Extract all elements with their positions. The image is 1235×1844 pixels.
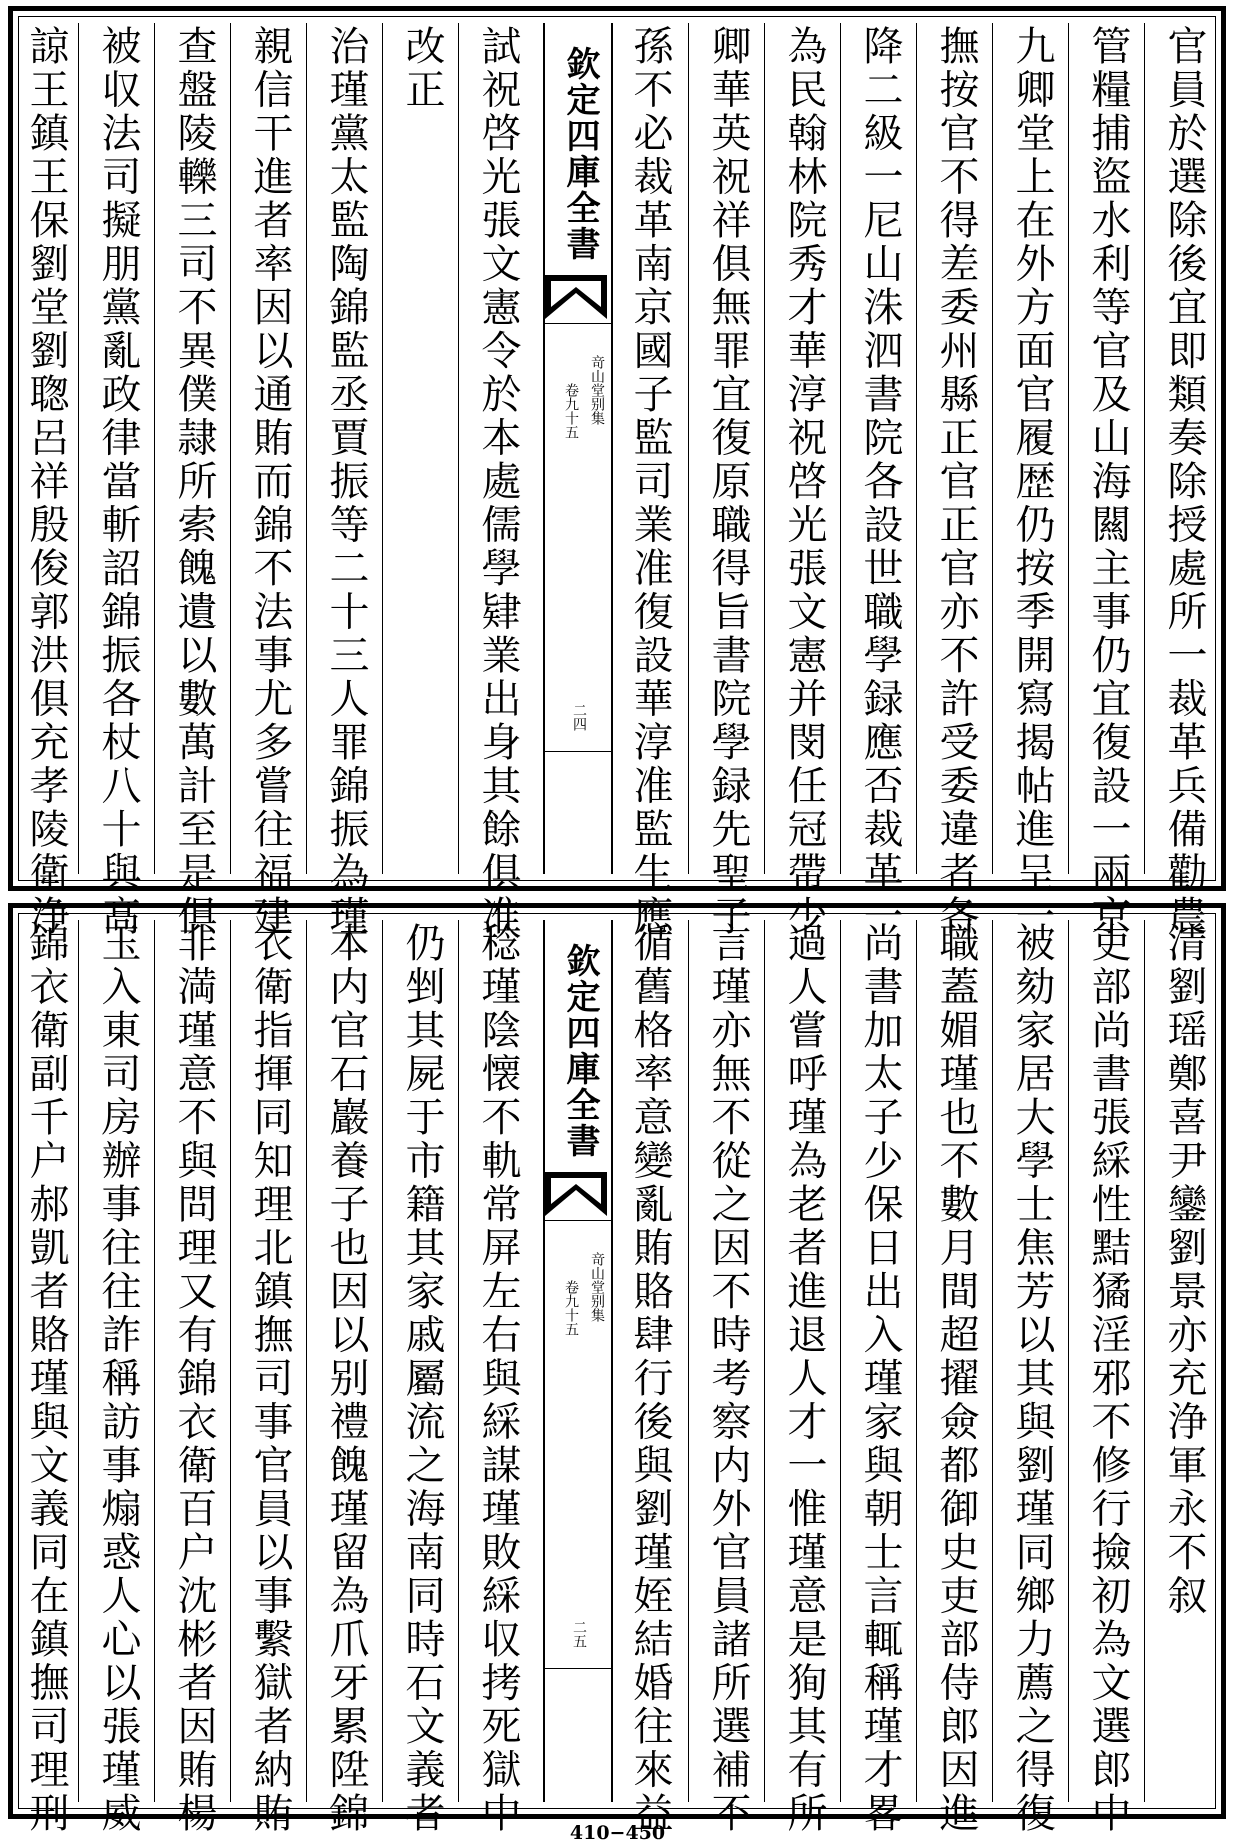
text-column: 降二級一尼山洙泗書院各設世職學録應否裁革一 (857, 25, 903, 939)
text-column: 衣衛指揮同知理北鎮撫司事官員以事繫獄者納賄 (247, 922, 293, 1836)
text-column: 管糧捕盜水利等官及山海闗主事仍宜復設一兩京 (1085, 25, 1131, 939)
banner-source-volume: 卷九十五 (563, 1280, 579, 1336)
banner-page-number: 二四 (571, 703, 587, 731)
banner-source-title: 竒山堂别集 (589, 355, 605, 425)
text-column: 職蓋媚瑾也不數月間超擢僉都御史吏部侍郎因進 (933, 922, 979, 1836)
text-column: 親信干進者率因以通賄而錦不法事尤多嘗往福建 (247, 25, 293, 939)
text-column: 稔瑾陰懐不軌常屏左右與綵謀瑾敗綵収拷死獄中 (475, 922, 521, 1836)
fish-tail-icon (545, 1172, 607, 1216)
text-column: 仍剉其屍于市籍其家戚屬流之海南同時石文義者 (399, 922, 445, 1836)
banner-title: 欽定四庫全書 (560, 46, 600, 262)
text-column: 被劾家居大學士焦芳以其與劉瑾同鄉力薦之得復 (1009, 922, 1055, 1836)
text-column: 治瑾黨太監陶錦監丞賈振等二十三人罪錦振為瑾 (323, 25, 369, 939)
text-column: 為民翰林院秀才華淳祝啓光張文憲并閔任冠帶少 (781, 25, 827, 939)
text-column: 非満瑾意不與問理又有錦衣衛百户沈彬者因賄楊 (171, 922, 217, 1836)
column-rule (1068, 23, 1069, 874)
text-column: 諒王鎮王保劉堂劉聦呂祥殷俊郭洪俱充孝陵衛浄 (23, 25, 69, 939)
column-rule (154, 920, 155, 1802)
column-rule (840, 920, 841, 1802)
text-column: 本内官石巖養子也因以别禮餽瑾留為爪牙累陞錦 (323, 922, 369, 1836)
page-center-banner (543, 23, 613, 874)
text-column: 查盤陵轢三司不異僕隷所索餽遺以數萬計至是俱 (171, 25, 217, 939)
banner-page-number: 二五 (571, 1620, 587, 1648)
text-column: 過人嘗呼瑾為老者進退人才一惟瑾意是狥其有所 (781, 922, 827, 1836)
banner-rule (545, 1220, 611, 1221)
column-rule (1068, 920, 1069, 1802)
column-rule (306, 23, 307, 874)
text-column: 錦衣衛副千户郝凱者賂瑾與文義同在鎮撫司理刑 (23, 922, 69, 1836)
text-column: 清劉瑶鄭喜尹鑾劉景亦充浄軍永不叙 (1161, 922, 1207, 1618)
column-rule (382, 23, 383, 874)
page-footer-id: 410−450 (569, 1822, 666, 1844)
text-column: 尚書加太子少保日出入瑾家與朝士言輒稱瑾才畧 (857, 922, 903, 1836)
page-center-banner (543, 920, 613, 1802)
text-column: 卿華英祝祥俱無罪宜復原職得旨書院學録先聖子 (705, 25, 751, 939)
text-column: 試祝啓光張文憲令於本處儒學肄業出身其餘俱准 (475, 25, 521, 939)
text-column: 循舊格率意變亂賄賂肆行後與劉瑾姪結婚往來益 (627, 922, 673, 1836)
column-rule (916, 23, 917, 874)
fish-tail-icon (545, 275, 607, 319)
text-column (0, 922, 10, 1836)
column-rule (764, 920, 765, 1802)
column-rule (1144, 23, 1145, 874)
column-rule (992, 920, 993, 1802)
banner-rule (545, 751, 611, 752)
text-column: 孫不必裁革南京國子監司業准復設華淳准監生應 (627, 25, 673, 939)
banner-source-title: 竒山堂别集 (589, 1252, 605, 1322)
banner-title: 欽定四庫全書 (560, 943, 600, 1159)
text-column: 玉入東司房辦事往往詐稱訪事煽惑人心以張瑾威 (95, 922, 141, 1836)
column-rule (230, 920, 231, 1802)
column-rule (154, 23, 155, 874)
text-column: 九卿堂上在外方面官履歴仍按季開寫揭帖進呈一 (1009, 25, 1055, 939)
text-column: 吏部尚書張綵性黠獝淫邪不修行撿初為文選郎中 (1085, 922, 1131, 1836)
column-rule (78, 23, 79, 874)
column-rule (1144, 920, 1145, 1802)
banner-source-volume: 卷九十五 (563, 383, 579, 439)
column-rule (916, 920, 917, 1802)
column-rule (840, 23, 841, 874)
column-rule (688, 920, 689, 1802)
column-rule (458, 920, 459, 1802)
column-rule (78, 920, 79, 1802)
banner-rule (545, 323, 611, 324)
column-rule (458, 23, 459, 874)
text-column: 言瑾亦無不從之因不時考察内外官員諸所選補不 (705, 922, 751, 1836)
column-rule (382, 920, 383, 1802)
text-column (0, 25, 10, 939)
top-page-panel (8, 6, 1226, 939)
column-rule (230, 23, 231, 874)
column-rule (764, 23, 765, 874)
column-rule (992, 23, 993, 874)
text-column: 被収法司擬朋黨亂政律當斬詔錦振各杖八十與髙 (95, 25, 141, 939)
text-column: 改正 (399, 25, 445, 112)
banner-rule (545, 1668, 611, 1669)
column-rule (688, 23, 689, 874)
text-column: 官員於選除後宜即類奏除授處所一裁革兵備勸農 (1161, 25, 1207, 939)
column-rule (306, 920, 307, 1802)
text-column: 撫按官不得差委州縣正官正官亦不許受委違者各 (933, 25, 979, 939)
